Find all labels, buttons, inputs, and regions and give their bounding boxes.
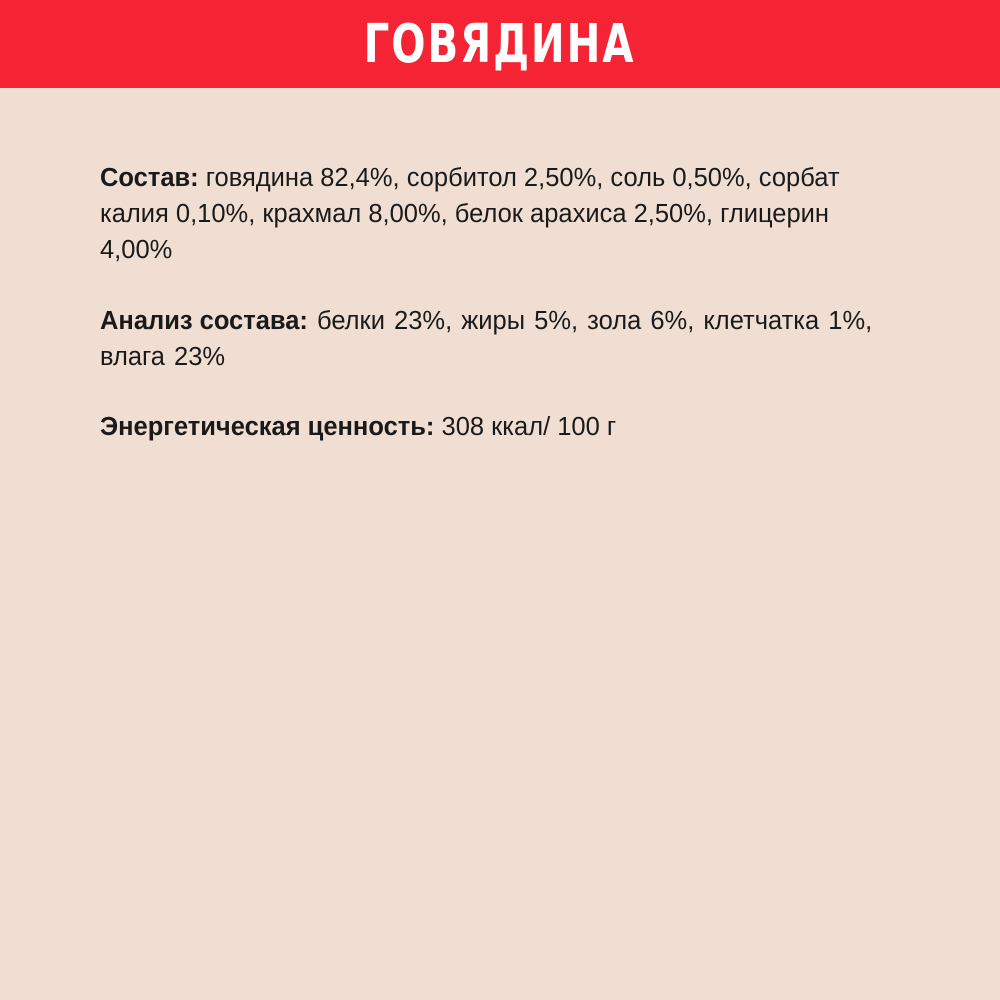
ingredients-label: Состав: bbox=[100, 164, 199, 192]
composition-analysis-label: Анализ состава: bbox=[100, 306, 308, 335]
page-title: ГОВЯДИНА bbox=[364, 12, 636, 75]
energy-value-value: 308 ккал/ 100 г bbox=[434, 413, 617, 442]
energy-value-label: Энергетическая ценность: bbox=[100, 413, 435, 442]
energy-value-paragraph bbox=[100, 409, 900, 445]
ingredients-paragraph bbox=[100, 160, 900, 269]
header-band bbox=[0, 0, 1000, 88]
product-info-content bbox=[0, 88, 1000, 445]
composition-analysis-value: белки 23%, жиры 5%, зола 6%, клетчатка 1%, влага 23% bbox=[100, 306, 873, 371]
ingredients-value: говядина 82,4%, сорбитол 2,50%, соль 0,50%, сорбат калия 0,10%, крахмал 8,00%, белок арахиса 2,50%, глицерин 4,00% bbox=[100, 164, 840, 265]
composition-analysis-paragraph bbox=[100, 303, 900, 375]
